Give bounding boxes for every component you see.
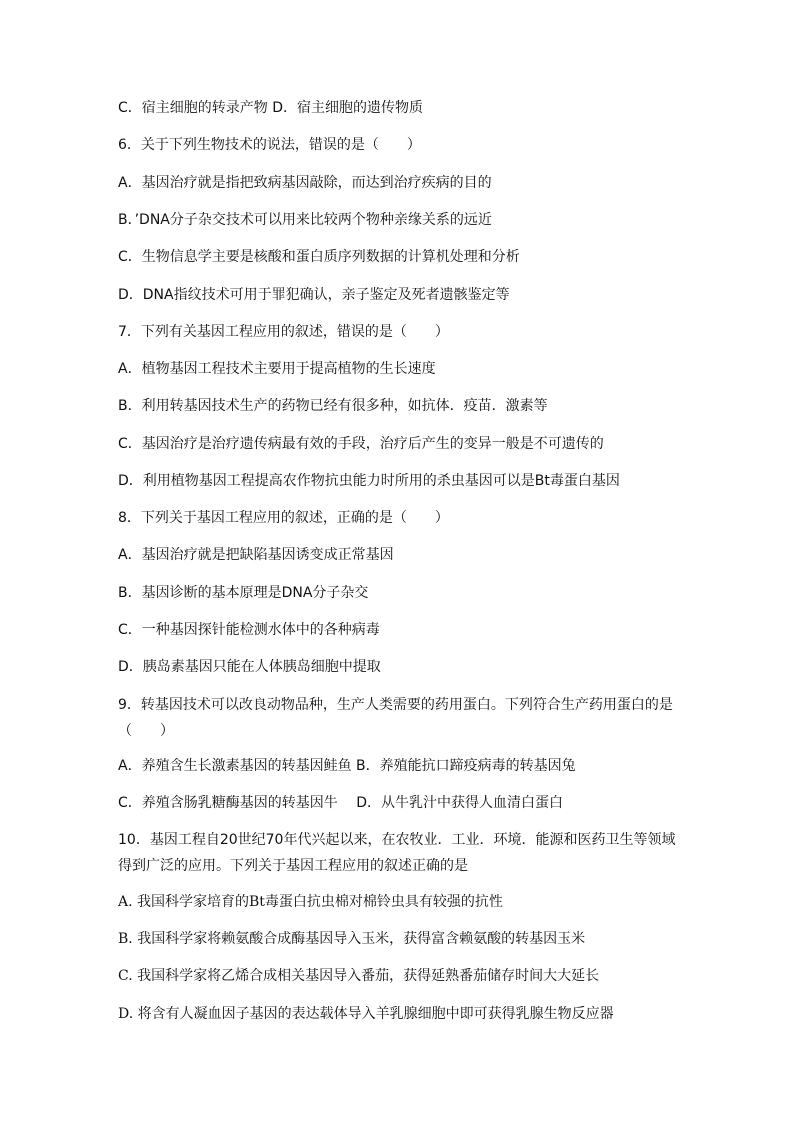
q7-stem: 7．下列有关基因工程应用的叙述，错误的是（ ） bbox=[118, 324, 449, 340]
q10-option-d: D. 将含有人凝血因子基因的表达载体导入羊乳腺细胞中即可获得乳腺生物反应器 bbox=[118, 1006, 614, 1022]
q6-option-a: A．基因治疗就是指把致病基因敲除，而达到治疗疾病的目的 bbox=[118, 175, 492, 191]
q6-option-c: C．生物信息学主要是核酸和蛋白质序列数据的计算机处理和分析 bbox=[118, 249, 520, 265]
q8-stem: 8．下列关于基因工程应用的叙述，正确的是（ ） bbox=[118, 510, 449, 526]
q8-option-c: C．一种基因探针能检测水体中的各种病毒 bbox=[118, 622, 380, 638]
q7-option-a: A．植物基因工程技术主要用于提高植物的生长速度 bbox=[118, 361, 436, 377]
q6-stem: 6．关于下列生物技术的说法，错误的是（ ） bbox=[118, 137, 421, 153]
q6-option-b: B．’DNA分子杂交技术可以用来比较两个物种亲缘关系的远近 bbox=[118, 212, 492, 228]
q9-option-cd: C．养殖含肠乳糖酶基因的转基因牛 D．从牛乳汁中获得人血清白蛋白 bbox=[118, 795, 564, 811]
q10-option-a: A. 我国科学家培育的Bt毒蛋白抗虫棉对棉铃虫具有较强的抗性 bbox=[118, 894, 503, 910]
q8-option-d: D．胰岛素基因只能在人体胰岛细胞中提取 bbox=[118, 659, 381, 675]
q6-option-d: D．DNA指纹技术可用于罪犯确认，亲子鉴定及死者遗骸鉴定等 bbox=[118, 287, 510, 303]
q7-option-d: D．利用植物基因工程提高农作物抗虫能力时所用的杀虫基因可以是Bt毒蛋白基因 bbox=[118, 473, 620, 489]
q8-option-a: A．基因治疗就是把缺陷基因诱变成正常基因 bbox=[118, 547, 394, 563]
q7-option-b: B．利用转基因技术生产的药物已经有很多种，如抗体．疫苗．激素等 bbox=[118, 398, 548, 414]
q7-option-c: C．基因治疗是治疗遗传病最有效的手段，治疗后产生的变异一般是不可遗传的 bbox=[118, 436, 604, 452]
q10-option-c: C. 我国科学家将乙烯合成相关基因导入番茄，获得延熟番茄储存时间大大延长 bbox=[118, 968, 600, 984]
q5-option-cd: C．宿主细胞的转录产物 D．宿主细胞的遗传物质 bbox=[118, 100, 424, 116]
q8-option-b: B．基因诊断的基本原理是DNA分子杂交 bbox=[118, 585, 369, 601]
q9-stem: 9．转基因技术可以改良动物品种，生产人类需要的药用蛋白。下列符合生产药用蛋白的是（ ） bbox=[118, 697, 673, 739]
q10-stem: 10．基因工程自20世纪70年代兴起以来，在农牧业．工业．环境．能源和医药卫生等领域得到广泛的应用。下列关于基因工程应用的叙述正确的是 bbox=[118, 832, 676, 874]
q9-option-ab: A．养殖含生长激素基因的转基因鲑鱼 B．养殖能抗口蹄疫病毒的转基因兔 bbox=[118, 758, 576, 774]
q10-option-b: B. 我国科学家将赖氨酸合成酶基因导入玉米，获得富含赖氨酸的转基因玉米 bbox=[118, 931, 586, 947]
